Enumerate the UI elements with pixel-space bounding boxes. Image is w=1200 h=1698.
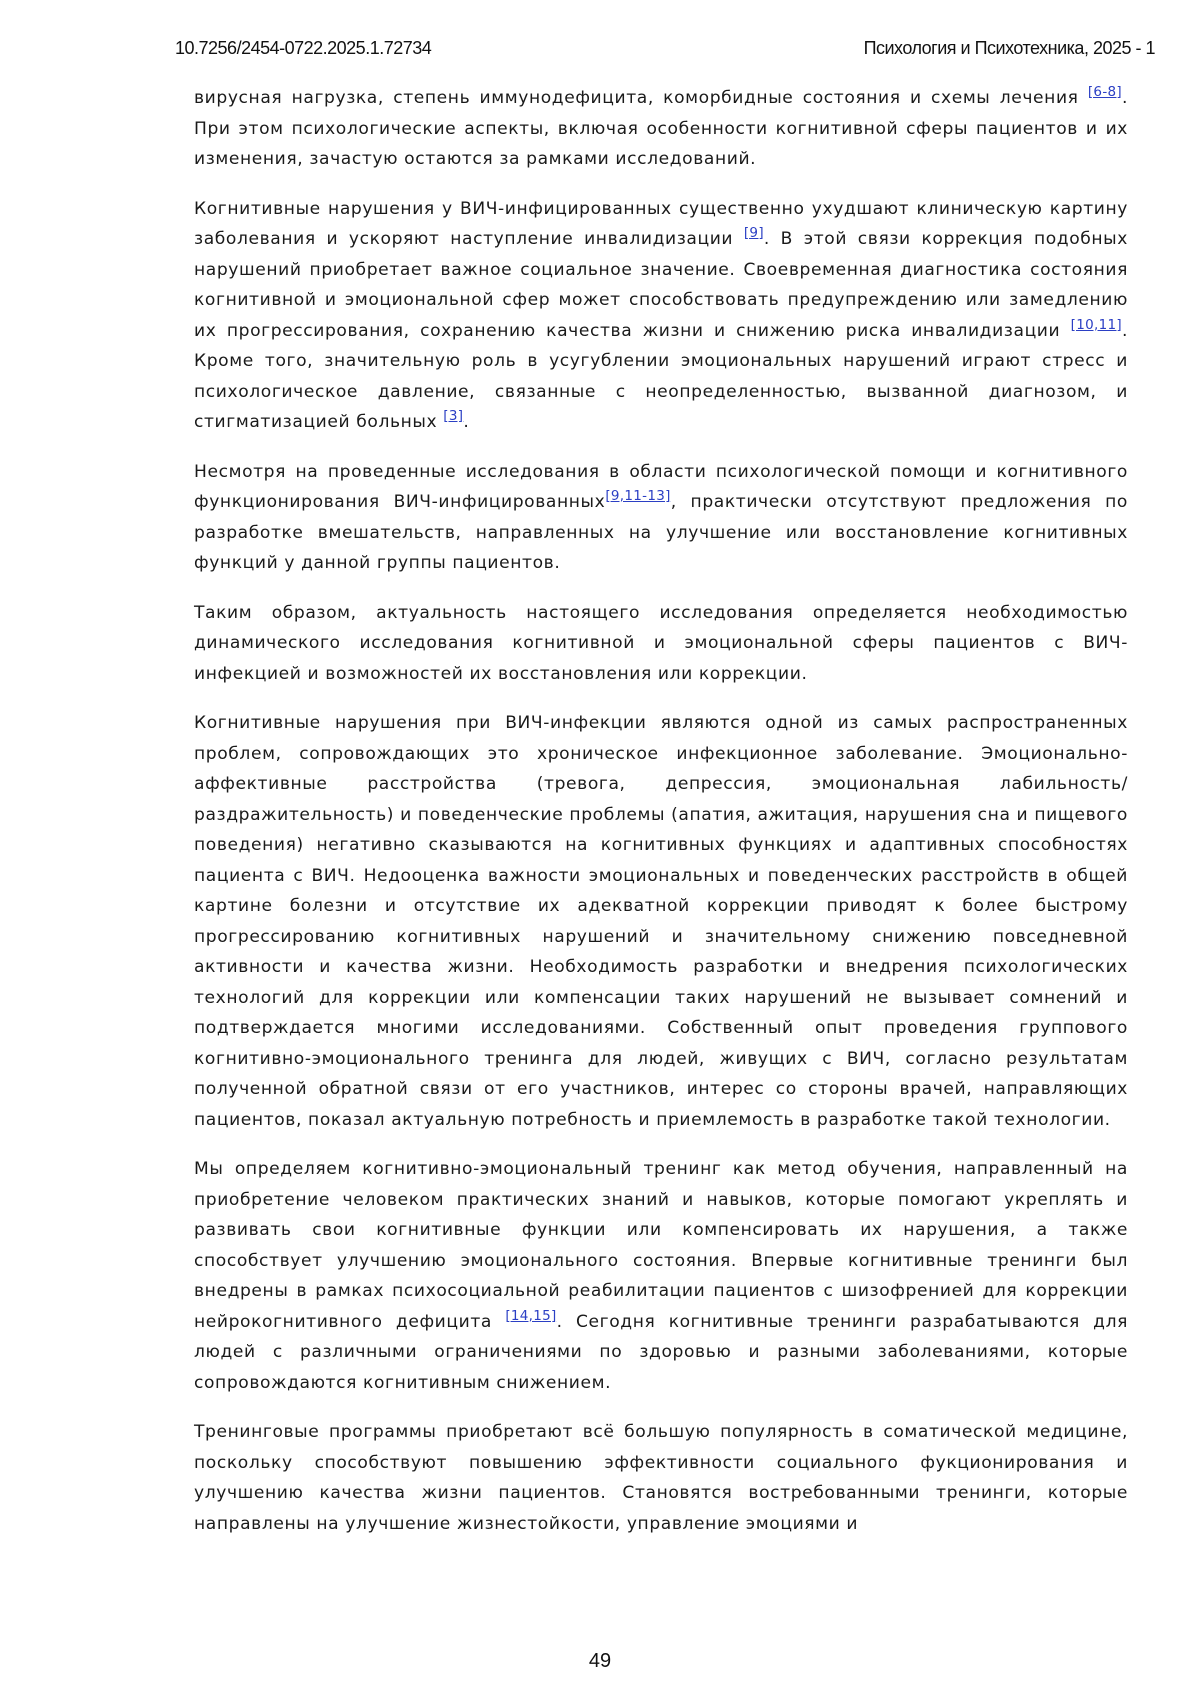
citation-link[interactable]: [10,11] — [1071, 317, 1122, 333]
paragraph-4 — [194, 598, 1128, 690]
paragraph-3 — [194, 457, 1128, 579]
paragraph-6 — [194, 1154, 1128, 1398]
body-text — [194, 83, 1128, 1558]
paragraph-text: . Сегодня когнитивные тренинги разрабатываются для людей с различными ограничениями по здоровью и разными заболеваниями, которые сопровождаются когнитивным снижением. — [194, 1312, 1128, 1393]
page-header — [175, 38, 1155, 62]
citation-link[interactable]: [3] — [443, 408, 463, 424]
paragraph-text: . — [463, 412, 469, 432]
citation-link[interactable]: [9,11-13] — [605, 488, 670, 504]
paragraph-1 — [194, 83, 1128, 175]
doi-text: 10.7256/2454-0722.2025.1.72734 — [175, 38, 431, 59]
paragraph-text: Тренинговые программы приобретают всё большую популярность в соматической медицине, поскольку способствуют повышению эффективности социального фукционирования и улучшению качества жизни пациентов. Становятся востребованными тренинги, которые направлены на улучшение жизнестойкости, управление эмоциями и — [194, 1422, 1128, 1534]
paragraph-text: Мы определяем когнитивно-эмоциональный тренинг как метод обучения, направленный на приобретение человеком практических знаний и навыков, которые помогают укреплять и развивать свои когнитивные функции или компенсировать их нарушения, а также способствует улучшению эмоционального состояния. Впервые когнитивные тренинги был внедрены в рамках психосоциальной реабилитации пациентов с шизофренией для коррекции нейрокогнитивного дефицита — [194, 1159, 1128, 1332]
paragraph-text: , практически отсутствуют предложения по разработке вмешательств, направленных на улучшение или восстановление когнитивных функций у данной группы пациентов. — [194, 492, 1128, 573]
paragraph-text: Когнитивные нарушения у ВИЧ-инфицированных существенно ухудшают клиническую картину заболевания и ускоряют наступление инвалидизации — [194, 199, 1128, 250]
paragraph-5 — [194, 708, 1128, 1135]
paragraph-text: . При этом психологические аспекты, включая особенности когнитивной сферы пациентов и их изменения, зачастую остаются за рамками исследований. — [194, 88, 1128, 169]
citation-link[interactable]: [6-8] — [1088, 84, 1122, 100]
paragraph-2 — [194, 194, 1128, 438]
paragraph-text: вирусная нагрузка, степень иммунодефицита, коморбидные состояния и схемы лечения — [194, 88, 1088, 108]
paragraph-text: Таким образом, актуальность настоящего исследования определяется необходимостью динамического исследования когнитивной и эмоциональной сферы пациентов с ВИЧ-инфекцией и возможностей их восстановления или коррекции. — [194, 603, 1128, 684]
paragraph-7 — [194, 1417, 1128, 1539]
citation-link[interactable]: [9] — [744, 225, 764, 241]
journal-title: Психология и Психотехника, 2025 - 1 — [864, 38, 1155, 59]
citation-link[interactable]: [14,15] — [505, 1308, 556, 1324]
page-number: 49 — [0, 1650, 1200, 1673]
paragraph-text: Несмотря на проведенные исследования в области психологической помощи и когнитивного функционирования ВИЧ-инфицированных — [194, 462, 1128, 513]
paragraph-text: . В этой связи коррекция подобных нарушений приобретает важное социальное значение. Своевременная диагностика состояния когнитивной и эмоциональной сфер может способствовать предупреждению или замедлению их прогрессирования, сохранению качества жизни и снижению риска инвалидизации — [194, 229, 1128, 341]
paragraph-text: Когнитивные нарушения при ВИЧ-инфекции являются одной из самых распространенных проблем, сопровождающих это хроническое инфекционное заболевание. Эмоционально-аффективные расстройства (тревога, депрессия, эмоциональная лабильность/раздражительность) и поведенческие проблемы (апатия, ажитация, нарушения сна и пищевого поведения) негативно сказываются на когнитивных функциях и адаптивных способностях пациента с ВИЧ. Недооценка важности эмоциональных и поведенческих расстройств в общей картине болезни и отсутствие их адекватной коррекции приводят к более быстрому прогрессированию когнитивных нарушений и значительному снижению повседневной активности и качества жизни. Необходимость разработки и внедрения психологических технологий для коррекции или компенсации таких нарушений не вызывает сомнений и подтверждается многими исследованиями. Собственный опыт проведения группового когнитивно-эмоционального тренинга для людей, живущих с ВИЧ, согласно результатам полученной обратной связи от его участников, интерес со стороны врачей, направляющих пациентов, показал актуальную потребность и приемлемость в разработке такой технологии. — [194, 713, 1128, 1130]
paragraph-text: . Кроме того, значительную роль в усугублении эмоциональных нарушений играют стресс и психологическое давление, связанные с неопределенностью, вызванной диагнозом, и стигматизацией больных — [194, 321, 1128, 433]
